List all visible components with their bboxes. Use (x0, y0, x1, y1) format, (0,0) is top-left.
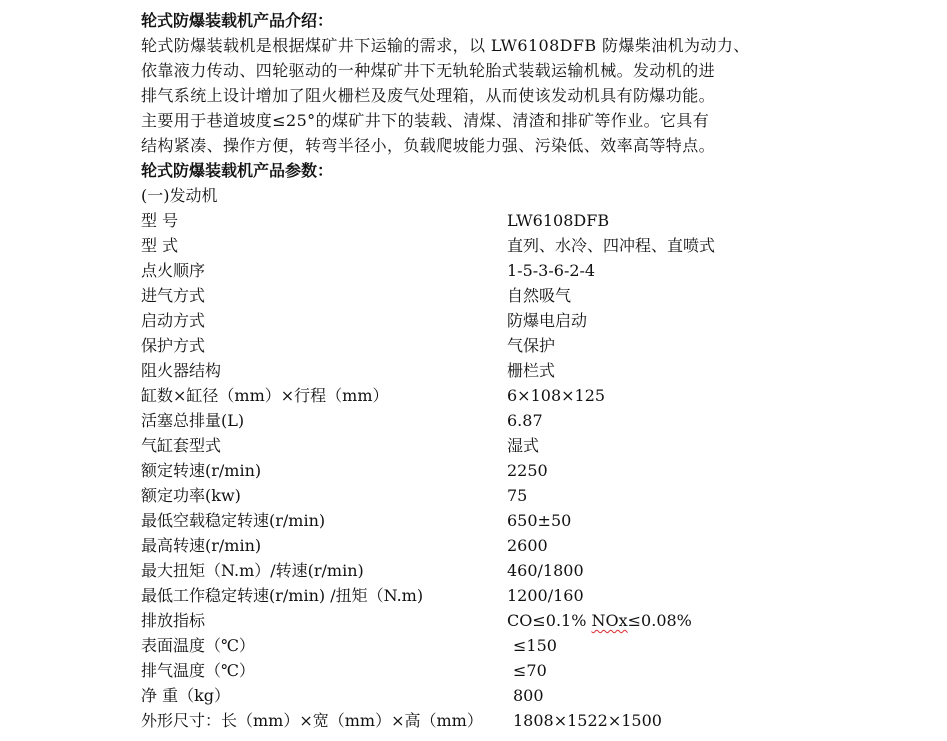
engine-section-label: (一)发动机 (141, 186, 218, 205)
spec-label: 点火顺序 (141, 261, 206, 280)
spec-value: 湿式 (507, 436, 540, 455)
spec-value: 1200/160 (507, 586, 584, 605)
spec-label: 缸数×缸径（mm）×行程（mm） (141, 386, 389, 405)
spec-label: 型 式 (141, 236, 179, 255)
spec-row-net-weight (141, 683, 921, 708)
intro-line: 排气系统上设计增加了阻火栅栏及废气处理箱，从而使该发动机具有防爆功能。 (141, 86, 716, 105)
document (141, 8, 921, 733)
spec-label: 外形尺寸：长（mm）×宽（mm）×高（mm） (141, 711, 483, 730)
spec-row-max-speed (141, 533, 921, 558)
spec-value: 直列、水冷、四冲程、直喷式 (507, 236, 716, 255)
spec-row-model (141, 208, 921, 233)
spec-value: 6.87 (507, 411, 543, 430)
spec-value: LW6108DFB (507, 211, 610, 230)
spec-value: 650±50 (507, 511, 572, 530)
spec-value: 460/1800 (507, 561, 584, 580)
spec-label: 阻火器结构 (141, 361, 222, 380)
spec-value: 75 (507, 486, 528, 505)
spec-value: 2600 (507, 536, 548, 555)
spec-label: 气缸套型式 (141, 436, 222, 455)
spec-row-rated-power (141, 483, 921, 508)
spec-label: 保护方式 (141, 336, 206, 355)
spec-row-intake (141, 283, 921, 308)
spec-label: 额定功率(kw) (141, 486, 241, 505)
spec-label: 启动方式 (141, 311, 206, 330)
spec-row-dimensions (141, 708, 921, 733)
spec-value (507, 608, 692, 633)
spec-label: 最大扭矩（N.m）/转速(r/min) (141, 561, 364, 580)
spec-label: 活塞总排量(L) (141, 411, 245, 430)
intro-heading: 轮式防爆装载机产品介绍： (141, 11, 334, 30)
spec-row-liner (141, 433, 921, 458)
intro-line: 结构紧凑、操作方便，转弯半径小，负载爬坡能力强、污染低、效率高等特点。 (141, 136, 716, 155)
spec-row-rated-speed (141, 458, 921, 483)
spec-label: 最低空载稳定转速(r/min) (141, 511, 326, 530)
spec-value: 栅栏式 (507, 361, 556, 380)
spec-label: 净 重（kg） (141, 686, 231, 705)
spec-value: 防爆电启动 (507, 311, 588, 330)
spec-value: 自然吸气 (507, 286, 572, 305)
intro-line: 依靠液力传动、四轮驱动的一种煤矿井下无轨轮胎式装载运输机械。发动机的进 (141, 61, 716, 80)
spec-row-idle-speed (141, 508, 921, 533)
spec-row-start (141, 308, 921, 333)
spec-row-firing-order (141, 258, 921, 283)
spec-value: ≤150 (513, 636, 557, 655)
spec-value: 1808×1522×1500 (513, 711, 662, 730)
emission-co: CO≤0.1% (507, 611, 592, 630)
spec-row-emission (141, 608, 921, 633)
spec-value: 800 (513, 686, 544, 705)
spec-label: 型 号 (141, 211, 179, 230)
spec-value: 6×108×125 (507, 386, 606, 405)
spec-row-flame-arrester (141, 358, 921, 383)
spec-label: 最高转速(r/min) (141, 536, 262, 555)
spec-label: 进气方式 (141, 286, 206, 305)
spec-label: 排气温度（℃） (141, 661, 255, 680)
spec-row-min-work-speed (141, 583, 921, 608)
spec-row-type (141, 233, 921, 258)
spec-label: 排放指标 (141, 611, 206, 630)
spec-label: 额定转速(r/min) (141, 461, 262, 480)
spec-label: 最低工作稳定转速(r/min) /扭矩（N.m) (141, 586, 424, 605)
spec-value: 气保护 (507, 336, 556, 355)
spec-row-cylinders (141, 383, 921, 408)
spec-value: 2250 (507, 461, 548, 480)
spec-row-displacement (141, 408, 921, 433)
spec-value: ≤70 (513, 661, 547, 680)
spec-label: 表面温度（℃） (141, 636, 255, 655)
spec-row-max-torque (141, 558, 921, 583)
emission-nox-value: ≤0.08% (627, 611, 692, 630)
intro-line: 主要用于巷道坡度≤25°的煤矿井下的装载、清煤、清渣和排矿等作业。它具有 (141, 111, 710, 130)
spec-value: 1-5-3-6-2-4 (507, 261, 596, 280)
params-heading: 轮式防爆装载机产品参数： (141, 161, 334, 180)
spec-row-exhaust-temp (141, 658, 921, 683)
spec-row-surface-temp (141, 633, 921, 658)
emission-nox-spellcheck: NOx (591, 611, 628, 630)
intro-line: 轮式防爆装载机是根据煤矿井下运输的需求，以 LW6108DFB 防爆柴油机为动力、 (141, 36, 750, 55)
spec-row-protection (141, 333, 921, 358)
